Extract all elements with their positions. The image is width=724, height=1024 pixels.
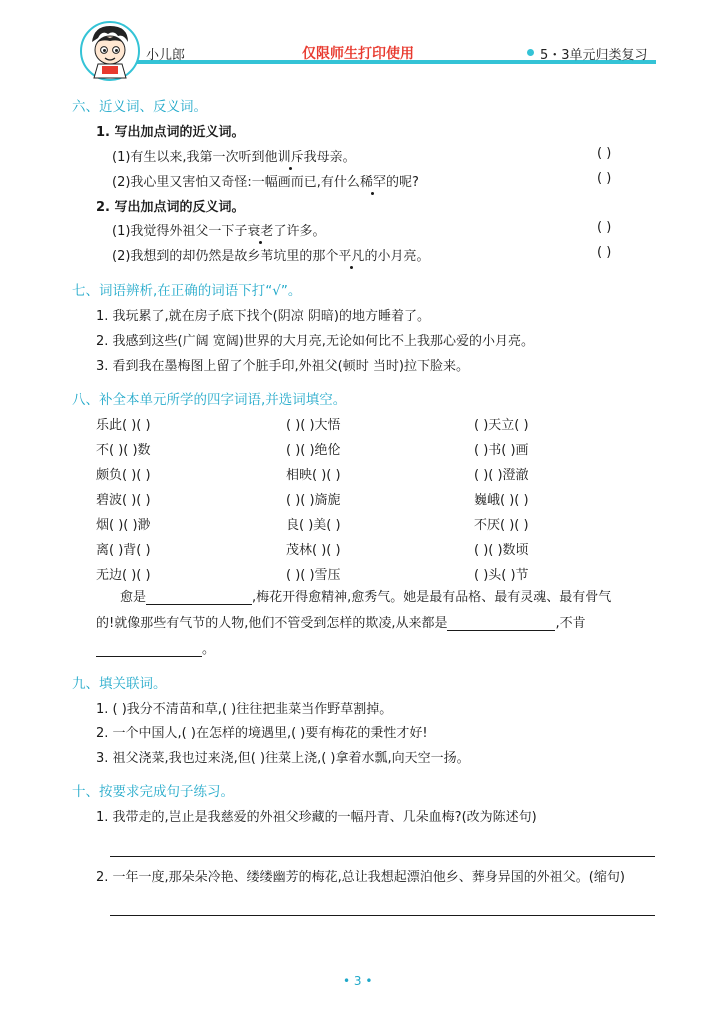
s8-c2-r7[interactable]: ( )( )雪压 <box>286 568 341 583</box>
s8-c2-r2[interactable]: ( )( )绝伦 <box>286 443 341 458</box>
section-6-title: 六、近义词、反义词。 <box>72 99 207 115</box>
s6-q2: 2. 写出加点词的反义词。 <box>96 200 245 215</box>
s8-blank-1[interactable] <box>146 604 252 605</box>
page-number: • 3 • <box>343 974 373 988</box>
s8-c1-r5[interactable]: 烟( )( )渺 <box>96 518 151 533</box>
s9-line-2[interactable]: 2. 一个中国人,( )在怎样的境遇里,( )要有梅花的秉性才好! <box>96 726 428 741</box>
restricted-notice: 仅限师生打印使用 <box>302 46 414 62</box>
s8-c3-r5[interactable]: 不厌( )( ) <box>474 518 529 533</box>
s8-c2-r5[interactable]: 良( )美( ) <box>286 518 341 533</box>
s10-answer-line-1[interactable] <box>110 856 655 857</box>
s6-q2a-answer[interactable]: ( ) <box>597 220 612 235</box>
s6-q1b-answer[interactable]: ( ) <box>597 171 612 186</box>
section-7-title: 七、词语辨析,在正确的词语下打“√”。 <box>72 283 302 299</box>
s8-paragraph-line-1: 愈是 ,梅花开得愈精神,愈秀气。她是最有品格、最有灵魂、最有骨气 <box>120 590 612 605</box>
s8-blank-3[interactable] <box>96 656 202 657</box>
s8-c1-r4[interactable]: 碧波( )( ) <box>96 493 151 508</box>
section-8-title: 八、补全本单元所学的四字词语,并选词填空。 <box>72 392 347 408</box>
s10-line-2: 2. 一年一度,那朵朵冷艳、缕缕幽芳的梅花,总让我想起漂泊他乡、葬身异国的外祖父。(缩句) <box>96 870 625 885</box>
s6-q1a-answer[interactable]: ( ) <box>597 146 612 161</box>
s8-c1-r3[interactable]: 颇负( )( ) <box>96 468 151 483</box>
s8-c1-r2[interactable]: 不( )( )数 <box>96 443 151 458</box>
brand-name: 小儿郎 <box>146 48 186 63</box>
s8-c1-r7[interactable]: 无边( )( ) <box>96 568 151 583</box>
s6-q1: 1. 写出加点词的近义词。 <box>96 125 245 140</box>
s10-answer-line-2[interactable] <box>110 915 655 916</box>
mascot-icon <box>80 20 140 82</box>
s8-paragraph-line-2: 的!就像那些有气节的人物,他们不管受到怎样的欺凌,从来都是 ,不肯 <box>96 616 586 631</box>
section-9-title: 九、填关联词。 <box>72 676 167 692</box>
section-10-title: 十、按要求完成句子练习。 <box>72 784 234 800</box>
s7-line-1: 1. 我玩累了,就在房子底下找个(阴凉 阴暗)的地方睡着了。 <box>96 309 430 324</box>
s6-q2a: (1)我觉得外祖父一下子衰老了许多。 <box>112 224 326 239</box>
s9-line-1[interactable]: 1. ( )我分不清苗和草,( )往往把韭菜当作野草割掉。 <box>96 702 393 717</box>
s6-q1b: (2)我心里又害怕又奇怪:一幅画而已,有什么稀罕的呢? <box>112 175 419 190</box>
series-dot-icon <box>527 49 534 56</box>
s8-c3-r2[interactable]: ( )书( )画 <box>474 443 529 458</box>
s8-c2-r4[interactable]: ( )( )旖旎 <box>286 493 341 508</box>
series-title: 5・3单元归类复习 <box>540 48 648 63</box>
s7-line-3: 3. 看到我在墨梅图上留了个脏手印,外祖父(顿时 当时)拉下脸来。 <box>96 359 469 374</box>
s8-c3-r6[interactable]: ( )( )数顷 <box>474 543 529 558</box>
s9-line-3[interactable]: 3. 祖父浇菜,我也过来浇,但( )往菜上浇,( )拿着水瓢,向天空一扬。 <box>96 751 470 766</box>
s6-q2a-dotted: 衰老 <box>247 224 274 239</box>
s8-c3-r1[interactable]: ( )天立( ) <box>474 418 529 433</box>
s7-line-2: 2. 我感到这些(广阔 宽阔)世界的大月亮,无论如何比不上我那心爱的小月亮。 <box>96 334 534 349</box>
s6-q1a-dotted: 训斥 <box>277 150 304 165</box>
s6-q2b-answer[interactable]: ( ) <box>597 245 612 260</box>
s8-c3-r3[interactable]: ( )( )澄澈 <box>474 468 529 483</box>
s6-q1b-dotted: 稀罕 <box>359 175 386 190</box>
s8-c3-r7[interactable]: ( )头( )节 <box>474 568 529 583</box>
s8-c2-r1[interactable]: ( )( )大悟 <box>286 418 341 433</box>
s8-blank-2[interactable] <box>447 630 555 631</box>
s6-q1a: (1)有生以来,我第一次听到他训斥我母亲。 <box>112 150 356 165</box>
s8-c2-r3[interactable]: 相映( )( ) <box>286 468 341 483</box>
s6-q2b-dotted: 平凡 <box>338 249 365 264</box>
s10-line-1: 1. 我带走的,岂止是我慈爱的外祖父珍藏的一幅丹青、几朵血梅?(改为陈述句) <box>96 810 537 825</box>
s8-c1-r1[interactable]: 乐此( )( ) <box>96 418 151 433</box>
s8-c1-r6[interactable]: 离( )背( ) <box>96 543 151 558</box>
s8-c3-r4[interactable]: 巍峨( )( ) <box>474 493 529 508</box>
s6-q2b: (2)我想到的却仍然是故乡苇坑里的那个平凡的小月亮。 <box>112 249 430 264</box>
s8-paragraph-line-3: 。 <box>96 638 215 657</box>
s8-c2-r6[interactable]: 茂林( )( ) <box>286 543 341 558</box>
